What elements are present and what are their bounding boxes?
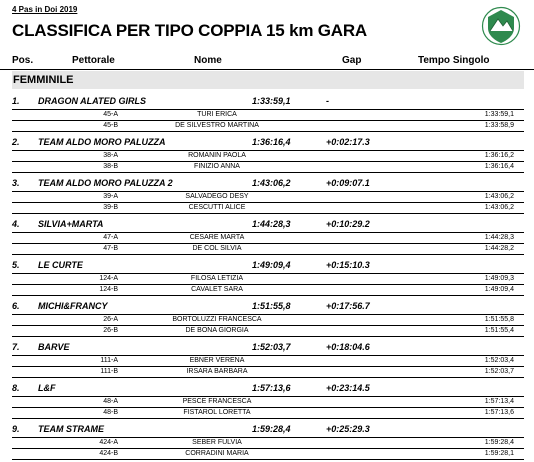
- page-title: CLASSIFICA PER TIPO COPPIA 15 km GARA: [12, 21, 368, 40]
- athlete-row: [12, 273, 524, 284]
- athlete-row: [12, 284, 524, 295]
- team-row: [0, 93, 534, 109]
- row-divider: [12, 172, 524, 173]
- athlete-name: IRSARA BARBARA: [186, 368, 248, 375]
- col-pettorale: Pettorale: [72, 55, 115, 66]
- team-time: 1:57:13,6: [252, 383, 291, 393]
- team-pos: 4.: [12, 219, 20, 229]
- athlete-bib: 39-A: [103, 193, 118, 200]
- athlete-bib: 111-A: [100, 357, 118, 364]
- team-block: [0, 175, 534, 216]
- athlete-bib: 48-B: [103, 409, 118, 416]
- category-label: FEMMINILE: [13, 74, 74, 86]
- team-row: [0, 339, 534, 355]
- athlete-bib: 47-A: [103, 234, 118, 241]
- team-time: 1:33:59,1: [252, 96, 291, 106]
- team-time: 1:52:03,7: [252, 342, 291, 352]
- athlete-name: PESCE FRANCESCA: [182, 398, 252, 405]
- team-block: [0, 257, 534, 298]
- athlete-name: DE COL SILVIA: [192, 245, 242, 252]
- team-pos: 8.: [12, 383, 20, 393]
- athlete-row: [12, 407, 524, 418]
- team-time: 1:43:06,2: [252, 178, 291, 188]
- team-pos: 3.: [12, 178, 20, 188]
- athlete-name: ROMANIN PAOLA: [188, 152, 246, 159]
- athlete-name: CORRADINI MARIA: [185, 450, 249, 457]
- row-divider: [12, 377, 524, 378]
- team-block: [0, 298, 534, 339]
- athlete-name: FISTAROL LORETTA: [183, 409, 251, 416]
- team-row: [0, 257, 534, 273]
- athlete-name: CAVALET SARA: [191, 286, 243, 293]
- athlete-bib: 124-B: [99, 286, 118, 293]
- athlete-time: 1:43:06,2: [484, 193, 514, 200]
- athlete-time: 1:36:16,4: [484, 163, 514, 170]
- athlete-row: [12, 243, 524, 254]
- athlete-name: EBNER VERENA: [189, 357, 245, 364]
- team-block: [0, 93, 534, 134]
- athlete-row: [12, 437, 524, 448]
- athlete-time: 1:44:28,3: [484, 234, 514, 241]
- event-name: 4 Pas in Doi 2019: [12, 5, 78, 14]
- athlete-time: 1:52:03,7: [484, 368, 514, 375]
- team-gap: +0:09:07.1: [326, 178, 370, 188]
- team-row: [0, 175, 534, 191]
- team-block: [0, 134, 534, 175]
- column-header: [0, 55, 534, 70]
- athlete-bib: 45-B: [103, 122, 118, 129]
- team-block: [0, 380, 534, 421]
- athlete-name: SALVADEGO DESY: [185, 193, 249, 200]
- athlete-bib: 38-B: [103, 163, 118, 170]
- team-time: 1:51:55,8: [252, 301, 291, 311]
- team-pos: 1.: [12, 96, 20, 106]
- team-time: 1:44:28,3: [252, 219, 291, 229]
- athlete-row: [12, 314, 524, 325]
- athlete-name: DE BONA GIORGIA: [185, 327, 249, 334]
- athlete-time: 1:49:09,4: [484, 286, 514, 293]
- team-name: LE CURTE: [38, 260, 83, 270]
- row-divider: [12, 336, 524, 337]
- athlete-row: [12, 325, 524, 336]
- team-row: [0, 380, 534, 396]
- athlete-row: [12, 448, 524, 459]
- athlete-name: DE SILVESTRO MARTINA: [175, 122, 259, 129]
- athlete-time: 1:36:16,2: [484, 152, 514, 159]
- team-time: 1:36:16,4: [252, 137, 291, 147]
- team-time: 1:59:28,4: [252, 424, 291, 434]
- row-divider: [12, 418, 524, 419]
- category-header: [12, 71, 524, 89]
- team-name: SILVIA+MARTA: [38, 219, 104, 229]
- team-name: DRAGON ALATED GIRLS: [38, 96, 146, 106]
- athlete-row: [12, 202, 524, 213]
- athlete-bib: 45-A: [103, 111, 118, 118]
- athlete-name: TURI ERICA: [197, 111, 237, 118]
- proloco-logo: [481, 6, 521, 46]
- athlete-bib: 424-B: [99, 450, 118, 457]
- team-gap: +0:02:17.3: [326, 137, 370, 147]
- team-block: [0, 421, 534, 462]
- athlete-time: 1:44:28,2: [484, 245, 514, 252]
- athlete-bib: 124-A: [99, 275, 118, 282]
- team-name: TEAM ALDO MORO PALUZZA: [38, 137, 166, 147]
- athlete-row: [12, 109, 524, 120]
- athlete-row: [12, 161, 524, 172]
- athlete-time: 1:51:55,4: [484, 327, 514, 334]
- team-pos: 9.: [12, 424, 20, 434]
- team-gap: +0:23:14.5: [326, 383, 370, 393]
- athlete-bib: 48-A: [103, 398, 118, 405]
- athlete-row: [12, 120, 524, 131]
- athlete-time: 1:33:59,1: [484, 111, 514, 118]
- team-name: MICHI&FRANCY: [38, 301, 108, 311]
- athlete-bib: 111-B: [100, 368, 118, 375]
- athlete-bib: 39-B: [103, 204, 118, 211]
- athlete-time: 1:49:09,3: [484, 275, 514, 282]
- col-nome: Nome: [194, 55, 222, 66]
- athlete-name: CESCUTTI ALICE: [188, 204, 246, 211]
- athlete-name: SEBER FULVIA: [192, 439, 242, 446]
- results-list: [0, 93, 534, 462]
- team-pos: 5.: [12, 260, 20, 270]
- athlete-time: 1:33:58,9: [484, 122, 514, 129]
- team-gap: -: [326, 96, 329, 106]
- athlete-row: [12, 396, 524, 407]
- athlete-time: 1:52:03,4: [484, 357, 514, 364]
- team-gap: +0:17:56.7: [326, 301, 370, 311]
- row-divider: [12, 213, 524, 214]
- athlete-name: CESARE MARTA: [189, 234, 245, 241]
- team-row: [0, 298, 534, 314]
- athlete-name: FINIZIO ANNA: [194, 163, 240, 170]
- athlete-row: [12, 191, 524, 202]
- athlete-bib: 424-A: [99, 439, 118, 446]
- row-divider: [12, 459, 524, 460]
- team-gap: +0:10:29.2: [326, 219, 370, 229]
- team-gap: +0:18:04.6: [326, 342, 370, 352]
- logo-emblem-icon: [481, 6, 521, 46]
- athlete-bib: 26-A: [103, 316, 118, 323]
- team-block: [0, 339, 534, 380]
- row-divider: [12, 295, 524, 296]
- athlete-time: 1:57:13,4: [484, 398, 514, 405]
- col-gap: Gap: [342, 55, 362, 66]
- team-name: TEAM ALDO MORO PALUZZA 2: [38, 178, 173, 188]
- team-pos: 2.: [12, 137, 20, 147]
- athlete-time: 1:51:55,8: [484, 316, 514, 323]
- athlete-row: [12, 366, 524, 377]
- col-pos: Pos.: [12, 55, 34, 66]
- athlete-time: 1:59:28,4: [484, 439, 514, 446]
- athlete-time: 1:59:28,1: [484, 450, 514, 457]
- team-name: BARVE: [38, 342, 70, 352]
- athlete-bib: 26-B: [103, 327, 118, 334]
- athlete-time: 1:43:06,2: [484, 204, 514, 211]
- row-divider: [12, 254, 524, 255]
- athlete-row: [12, 150, 524, 161]
- athlete-bib: 38-A: [103, 152, 118, 159]
- team-row: [0, 216, 534, 232]
- athlete-time: 1:57:13,6: [484, 409, 514, 416]
- team-pos: 6.: [12, 301, 20, 311]
- team-block: [0, 216, 534, 257]
- athlete-name: BORTOLUZZI FRANCESCA: [172, 316, 262, 323]
- athlete-row: [12, 355, 524, 366]
- row-divider: [12, 131, 524, 132]
- col-tempo: Tempo Singolo: [418, 55, 490, 66]
- athlete-bib: 47-B: [103, 245, 118, 252]
- team-time: 1:49:09,4: [252, 260, 291, 270]
- team-gap: +0:15:10.3: [326, 260, 370, 270]
- team-row: [0, 134, 534, 150]
- team-pos: 7.: [12, 342, 20, 352]
- athlete-row: [12, 232, 524, 243]
- athlete-name: FILOSA LETIZIA: [190, 275, 244, 282]
- team-name: L&F: [38, 383, 56, 393]
- team-row: [0, 421, 534, 437]
- team-name: TEAM STRAME: [38, 424, 104, 434]
- team-gap: +0:25:29.3: [326, 424, 370, 434]
